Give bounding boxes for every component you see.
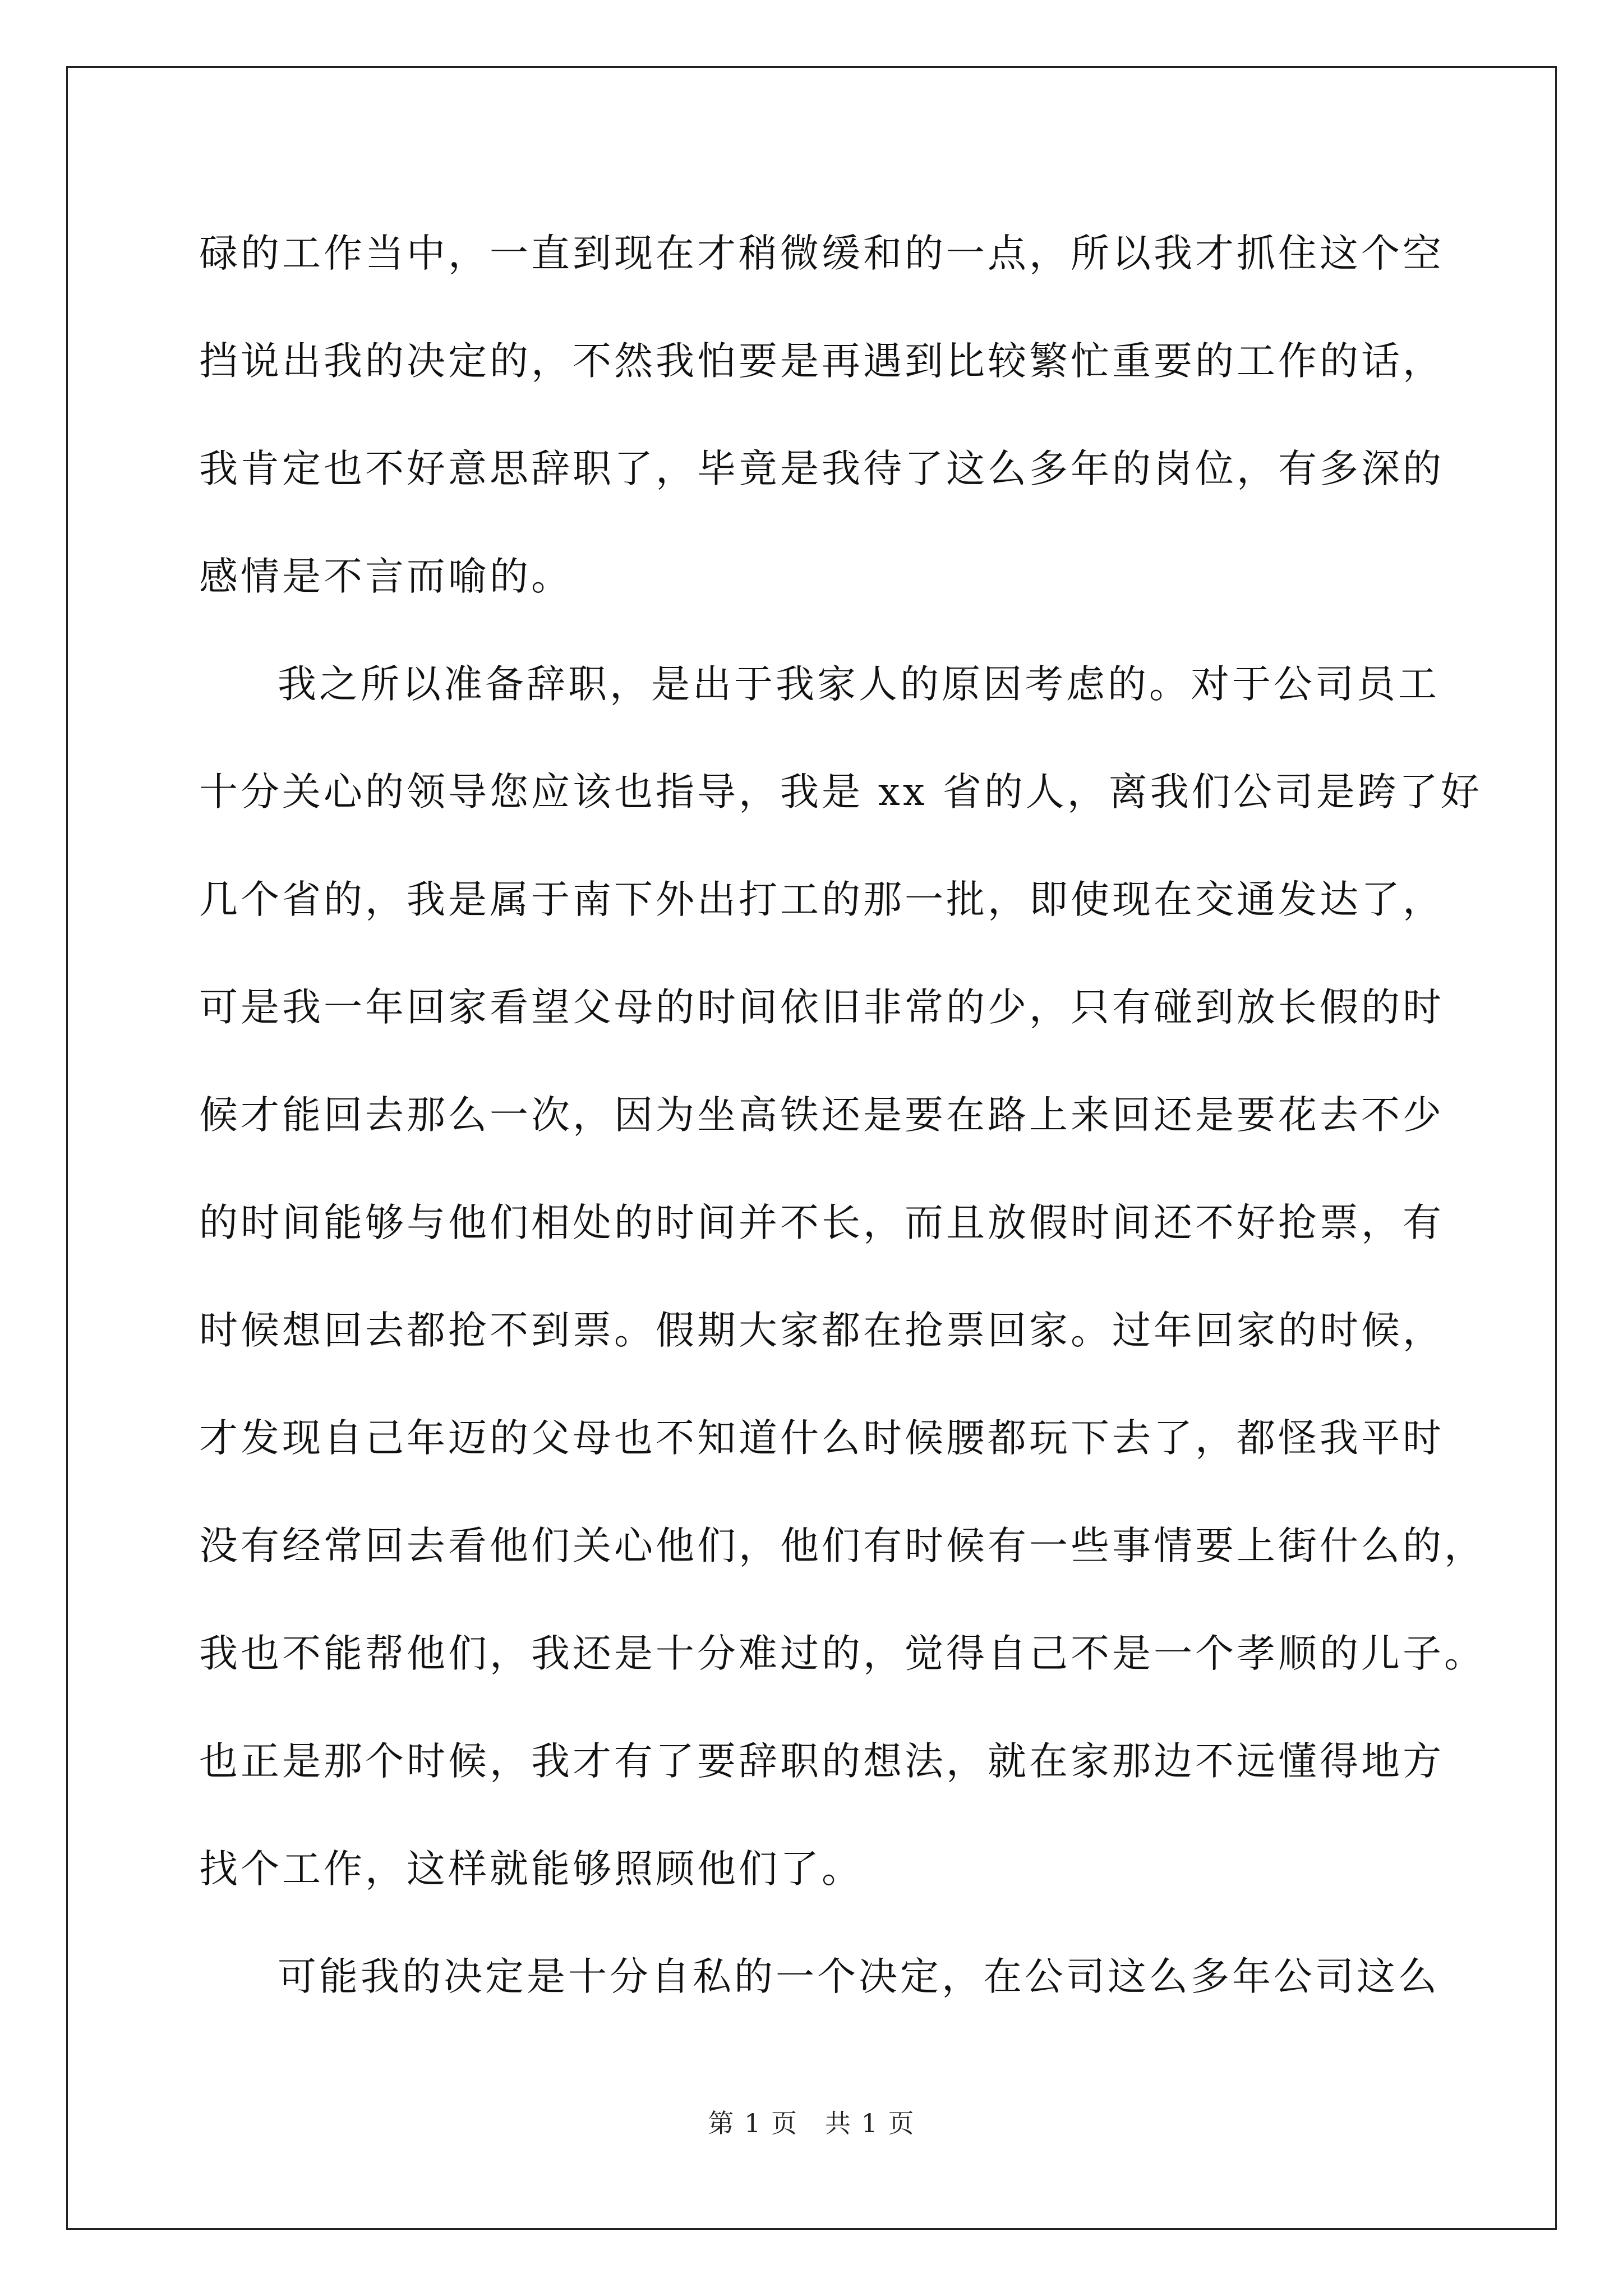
text-line: 我肯定也不好意思辞职了，毕竟是我待了这么多年的岗位，有多深的 [199, 447, 1444, 491]
text-line: 才发现自己年迈的父母也不知道什么时候腰都玩下去了，都怪我平时 [199, 1416, 1444, 1461]
text-line: 时候想回去都抢不到票。假期大家都在抢票回家。过年回家的时候， [199, 1308, 1444, 1353]
text-line: 我也不能帮他们，我还是十分难过的，觉得自己不是一个孝顺的儿子。 [199, 1631, 1486, 1676]
text-line: 几个省的，我是属于南下外出打工的那一批，即使现在交通发达了， [199, 877, 1444, 922]
text-line: 感情是不言而喻的。 [199, 554, 573, 599]
paragraph-first-line: 我之所以准备辞职，是出于我家人的原因考虑的。对于公司员工 [278, 662, 1440, 707]
text-line: 候才能回去那么一次，因为坐高铁还是要在路上来回还是要花去不少 [199, 1093, 1444, 1138]
text-line: 挡说出我的决定的，不然我怕要是再遇到比较繁忙重要的工作的话， [199, 339, 1444, 384]
text-line: 可是我一年回家看望父母的时间依旧非常的少，只有碰到放长假的时 [199, 985, 1444, 1030]
text-line: 的时间能够与他们相处的时间并不长，而且放假时间还不好抢票，有 [199, 1200, 1444, 1245]
paragraph-first-line: 可能我的决定是十分自私的一个决定，在公司这么多年公司这么 [278, 1954, 1440, 1999]
text-line: 十分关心的领导您应该也指导，我是 xx 省的人，离我们公司是跨了好 [199, 770, 1482, 815]
text-line: 碌的工作当中，一直到现在才稍微缓和的一点，所以我才抓住这个空 [199, 231, 1444, 276]
text-line: 找个工作，这样就能够照顾他们了。 [199, 1847, 863, 1892]
page-number-footer: 第 1 页 共 1 页 [708, 2108, 915, 2138]
text-line: 也正是那个时候，我才有了要辞职的想法，就在家那边不远懂得地方 [199, 1739, 1444, 1784]
text-line: 没有经常回去看他们关心他们，他们有时候有一些事情要上街什么的， [199, 1524, 1486, 1568]
document-body [199, 220, 1486, 2051]
